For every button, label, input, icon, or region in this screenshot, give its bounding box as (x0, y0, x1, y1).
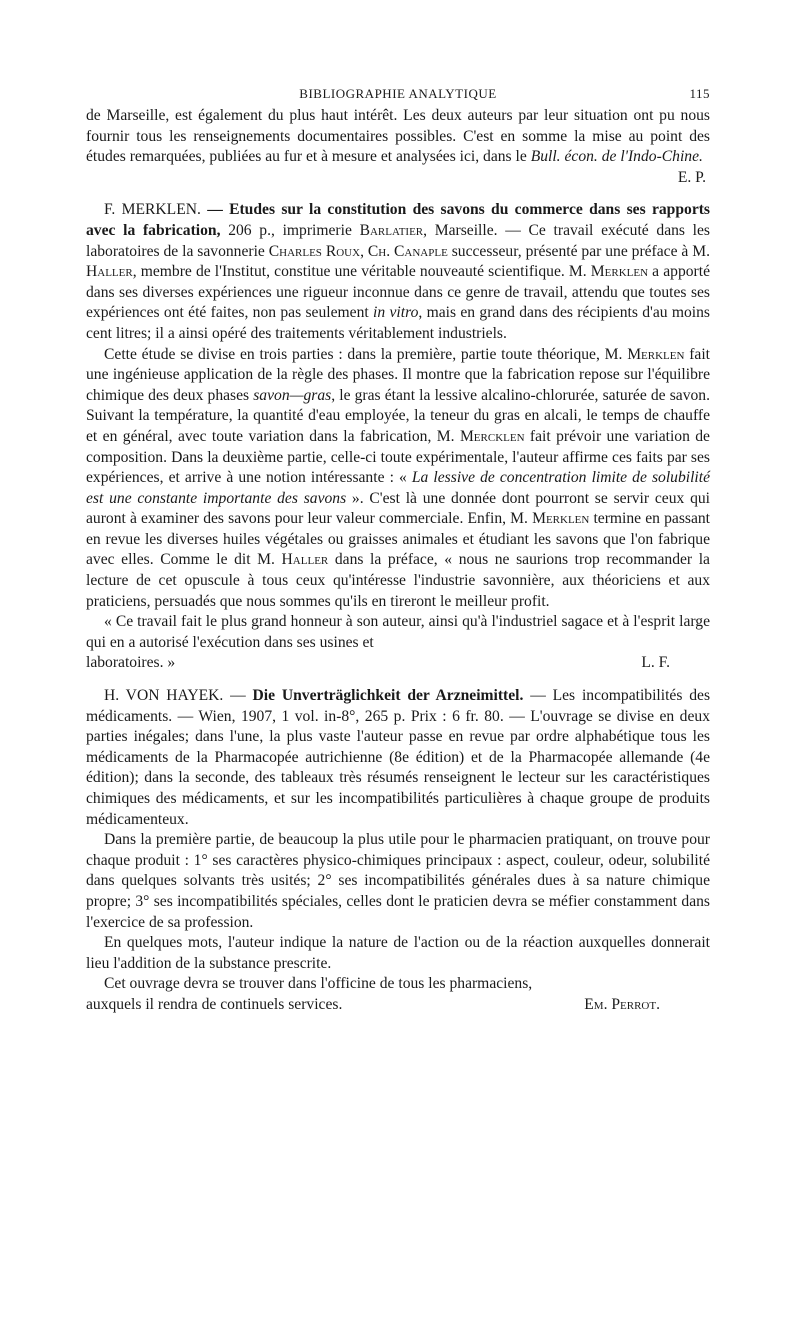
merklen-paragraph-2: Cette étude se divise en trois parties : dans la première, partie toute théorique, M. Merklen fait une ingénieuse application de la règle des phases. Il montre que la fabrication repose sur l'équilibre chimique des deux phases savon—gras, le gras étant la lessive alcalino-chlorurée, saturée de savon. Suivant la température, la quantité d'eau employée, la teneur du gras en alcali, le temps de chauffe et en général, avec toute variation dans la fabrication, M. Mercklen fait prévoir une variation de composition. Dans la deuxième partie, celle-ci toute expérimentale, l'auteur affirme ces faits par ses expériences, et arrive à une notion intéressante : « La lessive de concentration limite de solubilité est une constante importante des savons ». C'est là une donnée dont pourront se servir ceux qui auront à examiner des savons pour leur valeur commerciale. Enfin, M. Merklen termine en passant en revue les diverses huiles végétales ou graisses animales et étudiant les savons que l'on fabrique avec elles. Comme le dit M. Haller dans la préface, « nous ne saurions trop recommander la lecture de cet opuscule à tous ceux qu'intéresse l'industrie savonnière, aux théoriciens et aux praticiens, persuadés que nous sommes qu'ils en tireront le meilleur profit. (86, 345, 711, 610)
document-page (86, 84, 710, 1016)
hayek-author: H. VON HAYEK. (104, 687, 224, 705)
review-merklen (86, 200, 710, 674)
merklen-paragraph-3: « Ce travail fait le plus grand honneur à son auteur, ainsi qu'à l'industriel sagace et à l'esprit large qui en a autorisé l'exécution dans ses usines et (86, 613, 710, 651)
review-hayek (86, 686, 710, 1016)
italic-quote: La lessive de concentration limite de solubilité est une constante importante des savons (86, 469, 711, 507)
hayek-title: Die Unverträglichkeit der Arzneimittel. (252, 687, 524, 705)
intro-review (86, 106, 710, 188)
hayek-closing-line: auxquels il rendra de continuels services. Em. Perrot. (86, 995, 710, 1016)
journal-title: Bull. écon. de l'Indo-Chine. (530, 148, 703, 166)
hayek-paragraph-1: H. VON HAYEK. — Die Unverträglichkeit der Arzneimittel. — Les incompatibilités des médicaments. — Wien, 1907, 1 vol. in-8°, 265 p. Prix : 6 fr. 80. — L'ouvrage se divise en deux parties inégales; dans l'une, la plus vaste l'auteur passe en revue par ordre alphabétique tous les médicaments de la Pharmacopée autrichienne (8e édition) et de la Pharmacopée allemande (4e édition); dans la seconde, des tableaux très résumés renseignent le lecteur sur les caractéristiques chimiques des médicaments, et sur les incompatibilités particulières à chaque groupe de produits médicamenteux. (86, 687, 711, 828)
hayek-paragraph-2: Dans la première partie, de beaucoup la plus utile pour le pharmacien pratiquant, on trouve pour chaque produit : 1° ses caractères physico-chimiques principaux : aspect, couleur, odeur, solubilité dans quelques solvants très usités; 2° ses incompatibilités générales dues à sa nature chimique propre; 3° ses incompatibilités spéciales, celles dont le praticien devra se méfier constamment dans l'exercice de sa profession. (86, 831, 710, 931)
running-header (86, 84, 710, 106)
merklen-title: — Etudes sur la constitution des savons du commerce dans ses rapports avec la fabrication, (86, 201, 710, 239)
merklen-closing-line: laboratoires. » L. F. (86, 653, 710, 674)
intro-signature: E. P. (677, 168, 706, 186)
running-title: BIBLIOGRAPHIE ANALYTIQUE (299, 86, 497, 101)
hayek-paragraph-3: En quelques mots, l'auteur indique la nature de l'action ou de la réaction auxquelles donnerait lieu l'addition de la substance prescrite. (86, 934, 710, 972)
merklen-signature: L. F. (641, 654, 670, 672)
page-number: 115 (689, 86, 710, 101)
hayek-paragraph-4: Cet ouvrage devra se trouver dans l'officine de tous les pharmaciens, (104, 975, 533, 993)
intro-paragraph: de Marseille, est également du plus haut intérêt. Les deux auteurs par leur situation ont pu nous fournir tous les renseignements documentaires possibles. C'est en somme la mise au point des études remarquées, publiées au fur et à mesure et analysées ici, dans le Bull. écon. de l'Indo-Chine. (86, 107, 710, 166)
merklen-paragraph-1: F. MERKLEN. — Etudes sur la constitution des savons du commerce dans ses rapports avec la fabrication, 206 p., imprimerie Barlatier, Marseille. — Ce travail exécuté dans les laboratoires de la savonnerie Charles Roux, Ch. Canaple successeur, présenté par une préface à M. Haller, membre de l'Institut, constitue une véritable nouveauté scientifique. M. Merklen a apporté dans ses diverses expériences une rigueur inconnue dans ce genre de travail, attendu que toutes ses expériences ont été faites, non pas seulement in vitro, mais en grand dans des récipients d'au moins cent litres; il a ainsi opéré des traitements véritablement industriels. (86, 201, 711, 342)
merklen-author: F. MERKLEN. (104, 201, 201, 219)
hayek-signature: Em. Perrot. (584, 995, 660, 1013)
